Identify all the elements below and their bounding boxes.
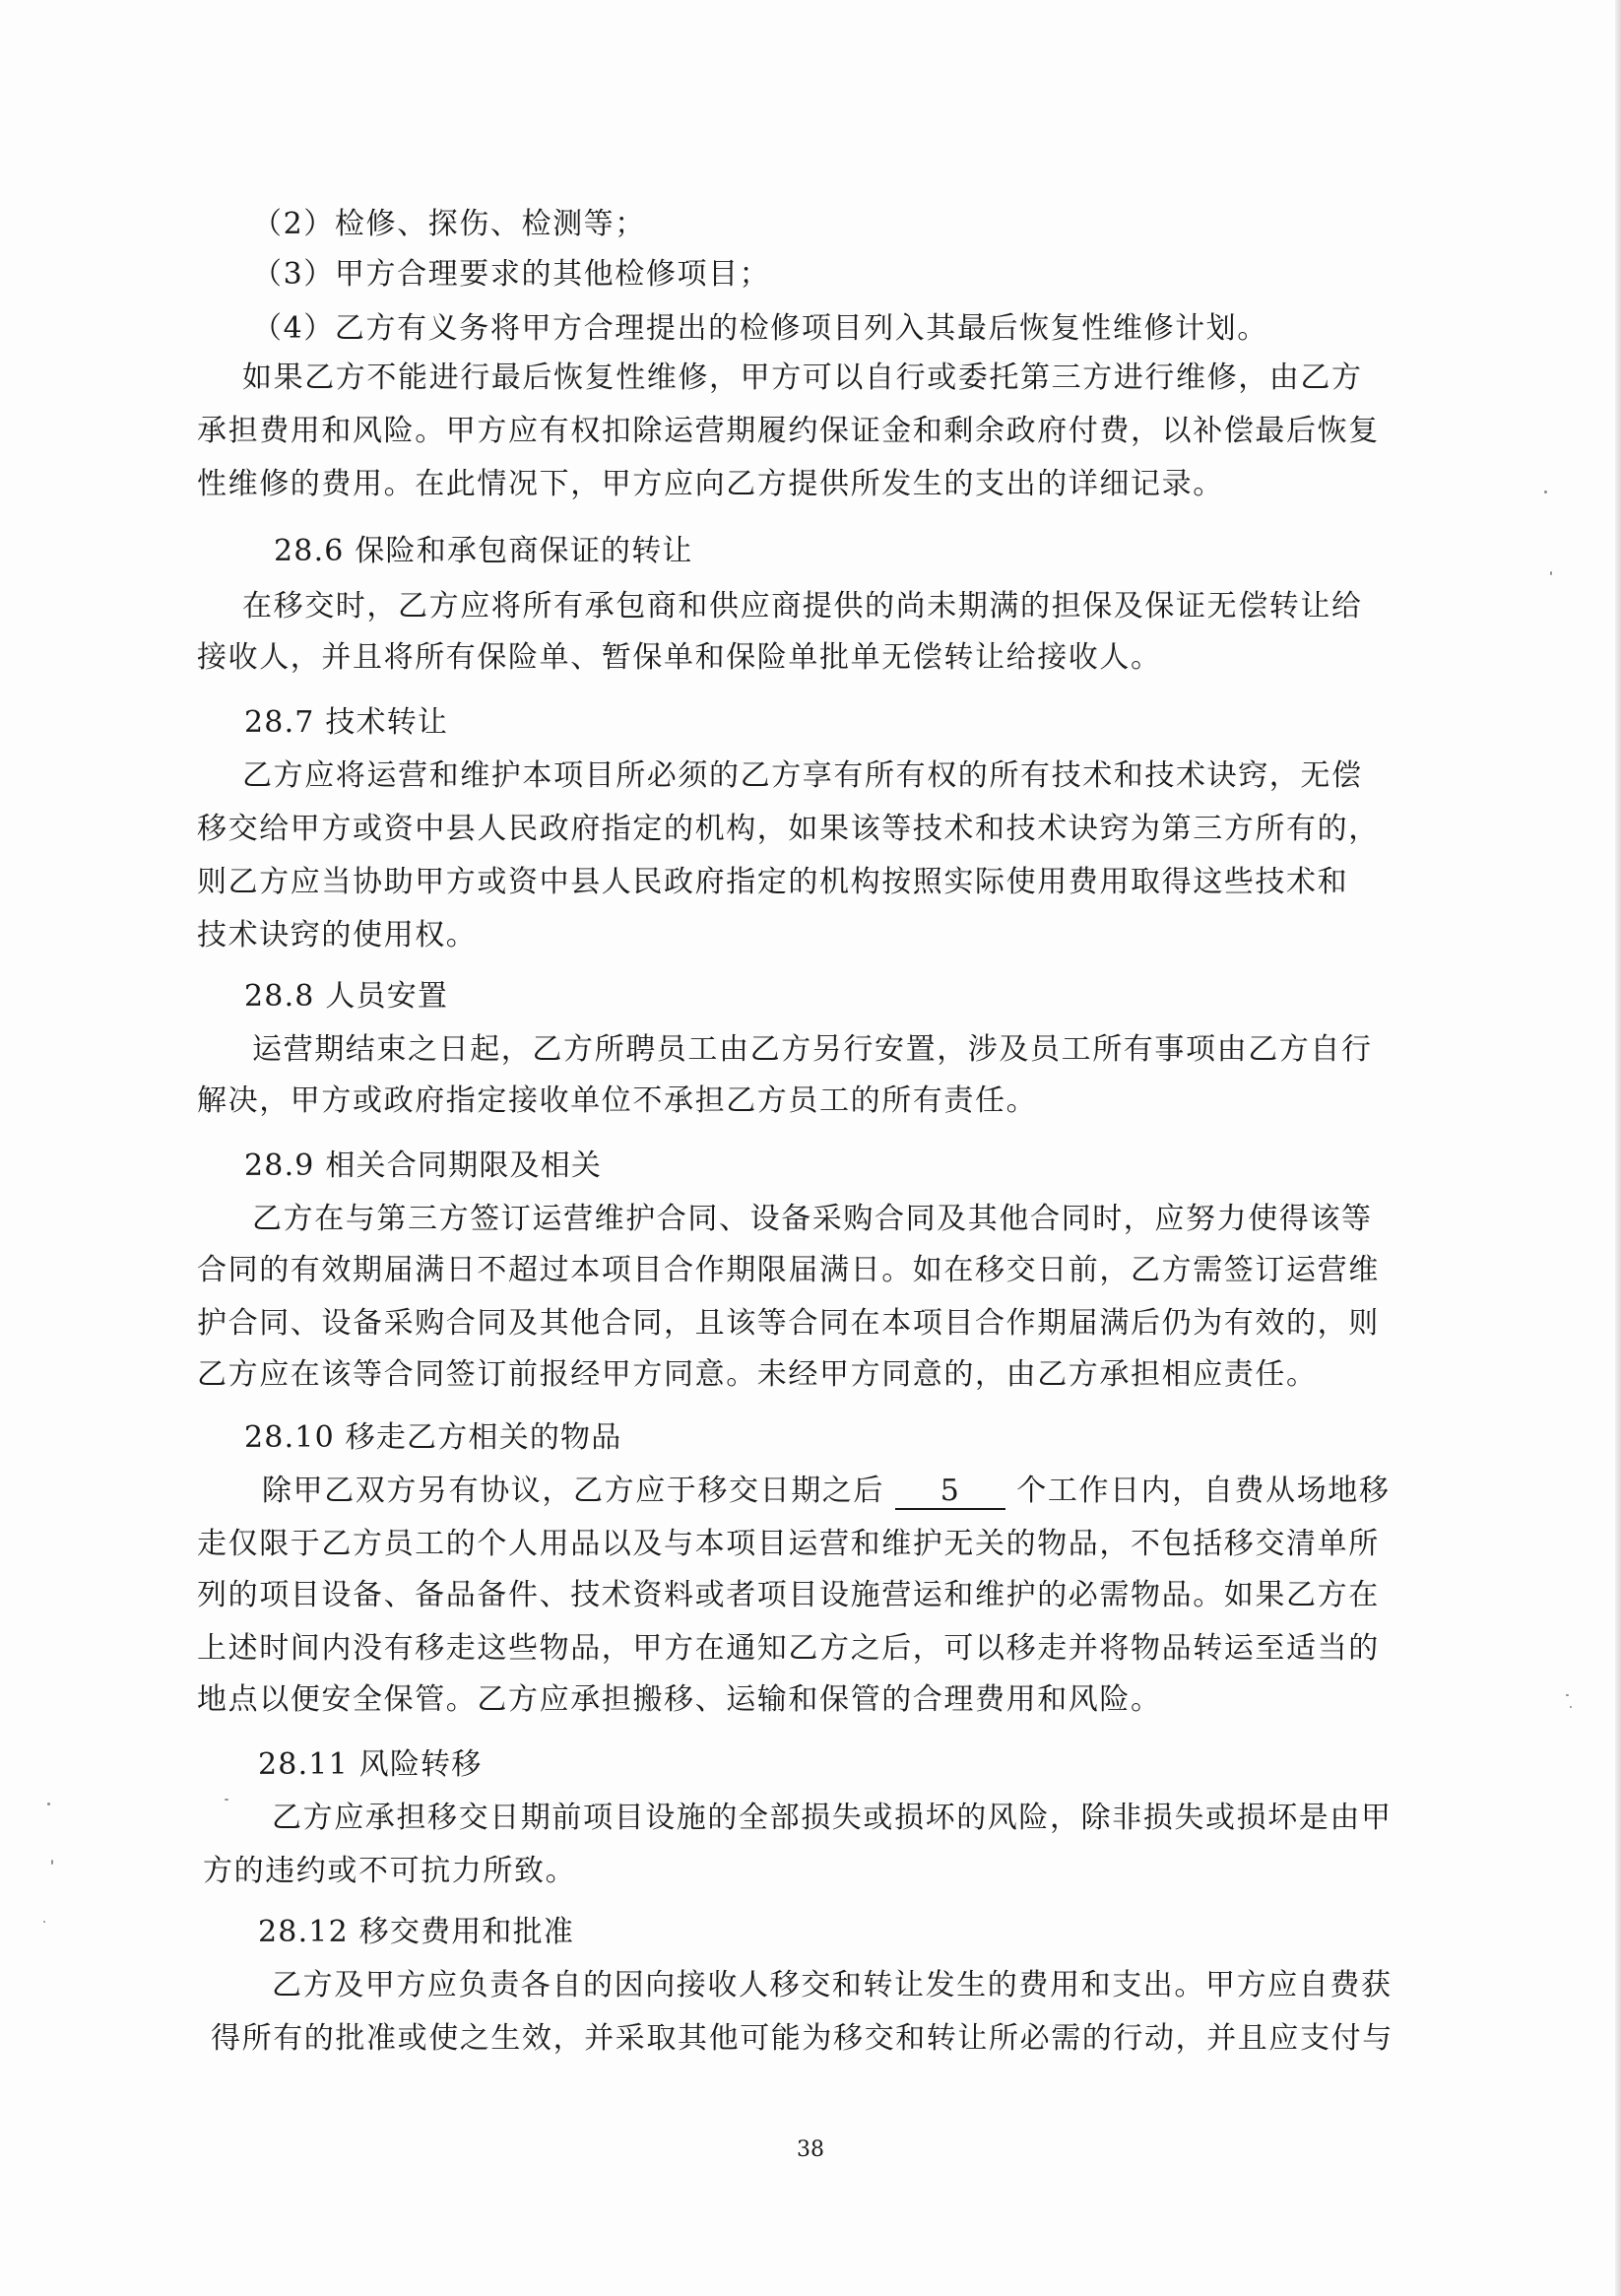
scan-speck <box>47 1803 50 1805</box>
scan-edge <box>1615 0 1621 2296</box>
paragraph-line: 移交给甲方或资中县人民政府指定的机构，如果该等技术和技术诀窍为第三方所有的， <box>197 812 1380 846</box>
paragraph-line: 护合同、设备采购合同及其他合同，且该等合同在本项目合作期届满后仍为有效的，则 <box>197 1306 1380 1341</box>
scan-speck <box>43 1921 45 1923</box>
paragraph-line: 承担费用和风险。甲方应有权扣除运营期履约保证金和剩余政府付费，以补偿最后恢复 <box>197 414 1380 448</box>
clause-text-after-blank: 个工作日内，自费从场地移 <box>1016 1474 1391 1508</box>
scan-speck <box>1566 1694 1569 1696</box>
paragraph-line: 技术诀窍的使用权。 <box>197 918 478 952</box>
section-heading-28-8: 28.8 人员安置 <box>244 979 449 1014</box>
paragraph-line: 乙方应将运营和维护本项目所必须的乙方享有所有权的所有技术和技术诀窍，无偿 <box>242 758 1363 793</box>
scan-speck <box>1550 571 1552 575</box>
paragraph-line: 如果乙方不能进行最后恢复性维修，甲方可以自行或委托第三方进行维修，由乙方 <box>242 361 1363 395</box>
item-3-text: （3）甲方合理要求的其他检修项目； <box>252 257 771 292</box>
section-heading-28-7: 28.7 技术转让 <box>244 705 449 740</box>
section-heading-28-11: 28.11 风险转移 <box>258 1747 483 1782</box>
scan-speck <box>1570 1706 1572 1708</box>
paragraph-line: 乙方在与第三方签订运营维护合同、设备采购合同及其他合同时，应努力使得该等 <box>252 1202 1373 1236</box>
paragraph-line: 解决，甲方或政府指定接收单位不承担乙方员工的所有责任。 <box>197 1083 1038 1118</box>
paragraph-line: 乙方应承担移交日期前项目设施的全部损失或损坏的风险，除非损失或损坏是由甲 <box>272 1801 1393 1835</box>
paragraph-line: 上述时间内没有移走这些物品，甲方在通知乙方之后，可以移走并将物品转运至适当的 <box>197 1631 1380 1666</box>
paragraph-line: 合同的有效期届满日不超过本项目合作期限届满日。如在移交日前，乙方需签订运营维 <box>197 1253 1380 1287</box>
section-heading-28-12: 28.12 移交费用和批准 <box>258 1915 575 1949</box>
section-heading-28-9: 28.9 相关合同期限及相关 <box>244 1148 603 1183</box>
scan-speck <box>1544 491 1547 493</box>
section-heading-28-6: 28.6 保险和承包商保证的转让 <box>274 534 693 568</box>
paragraph-line: 性维修的费用。在此情况下，甲方应向乙方提供所发生的支出的详细记录。 <box>197 467 1224 501</box>
paragraph-line-with-blank <box>262 1472 1390 1511</box>
paragraph-line: 得所有的批准或使之生效，并采取其他可能为移交和转让所必需的行动，并且应支付与 <box>211 2021 1394 2056</box>
paragraph-line: 在移交时，乙方应将所有承包商和供应商提供的尚未期满的担保及保证无偿转让给 <box>242 589 1363 623</box>
paragraph-line: 运营期结束之日起，乙方所聘员工由乙方另行安置，涉及员工所有事项由乙方自行 <box>252 1032 1373 1067</box>
paragraph-line: 乙方应在该等合同签订前报经甲方同意。未经甲方同意的，由乙方承担相应责任。 <box>197 1357 1318 1392</box>
paragraph-line: 接收人，并且将所有保险单、暂保单和保险单批单无偿转让给接收人。 <box>197 640 1162 675</box>
scan-speck <box>51 1860 53 1865</box>
scan-speck <box>225 1799 228 1801</box>
paragraph-line: 则乙方应当协助甲方或资中县人民政府指定的机构按照实际使用费用取得这些技术和 <box>197 865 1349 899</box>
paragraph-line: 地点以便安全保管。乙方应承担搬移、运输和保管的合理费用和风险。 <box>197 1682 1162 1717</box>
item-2-text: （2）检修、探伤、检测等； <box>252 207 646 241</box>
paragraph-line: 方的违约或不可抗力所致。 <box>203 1854 577 1888</box>
section-heading-28-10: 28.10 移走乙方相关的物品 <box>244 1420 622 1455</box>
page-number: 38 <box>797 2137 824 2162</box>
clause-text-before-blank: 除甲乙双方另有协议，乙方应于移交日期之后 <box>262 1474 884 1508</box>
paragraph-line: 列的项目设备、备品备件、技术资料或者项目设施营运和维护的必需物品。如果乙方在 <box>197 1578 1380 1612</box>
paragraph-line: 走仅限于乙方员工的个人用品以及与本项目运营和维护无关的物品，不包括移交清单所 <box>197 1527 1380 1561</box>
days-blank-value: 5 <box>895 1475 1005 1510</box>
item-4-text: （4）乙方有义务将甲方合理提出的检修项目列入其最后恢复性维修计划。 <box>252 311 1268 346</box>
paragraph-line: 乙方及甲方应负责各自的因向接收人移交和转让发生的费用和支出。甲方应自费获 <box>272 1968 1393 2002</box>
